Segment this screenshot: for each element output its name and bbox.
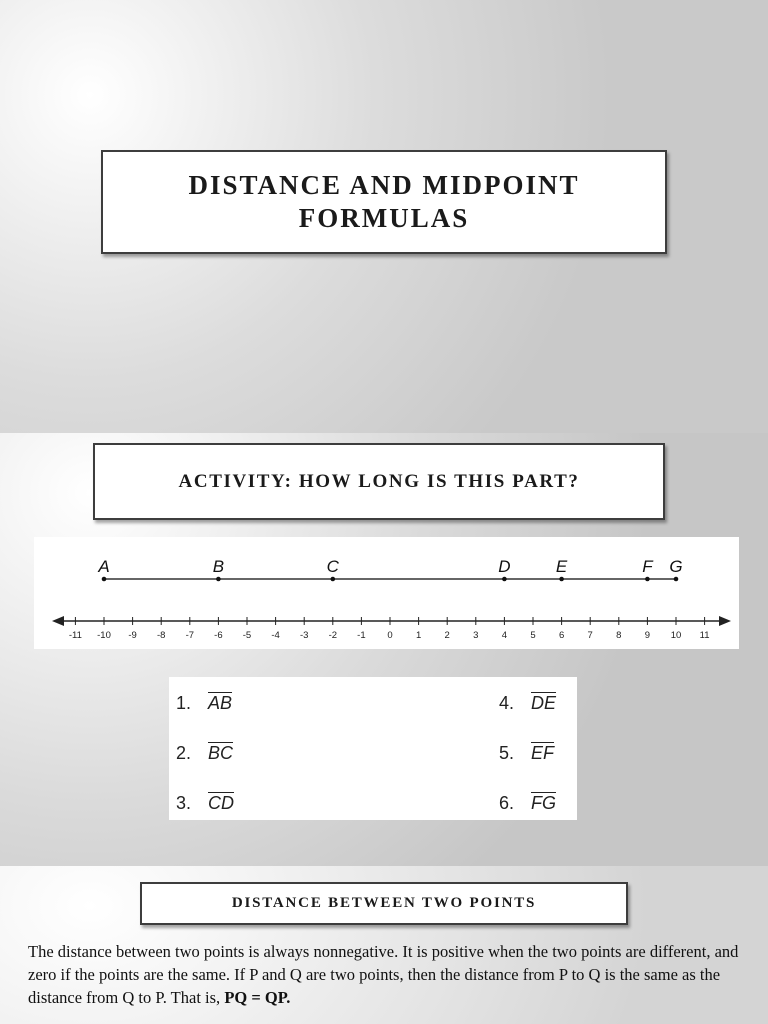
tick-label: -6	[214, 630, 223, 641]
tick-label: 5	[530, 630, 536, 641]
point-label: G	[669, 557, 683, 576]
number-line-figure	[34, 537, 739, 649]
definition-formula: PQ = QP.	[224, 988, 291, 1007]
tick-label: 3	[473, 630, 479, 641]
point-label: A	[98, 557, 110, 576]
question-item	[176, 793, 234, 814]
slide-title: DISTANCE AND MIDPOINT FORMULAS	[188, 170, 580, 233]
right-arrowhead	[719, 616, 731, 626]
segment-label: $\overline{FG}$	[531, 793, 556, 813]
definition-text: The distance between two points is always nonnegative. It is positive when the two points are different, and zero if the points are the same. If P and Q are two points, then the distance from P to Q is the same as the distance from Q to P. That is,	[28, 942, 739, 1007]
tick-label: 11	[699, 630, 710, 641]
tick-label: -9	[128, 630, 137, 641]
question-number: 6.	[499, 793, 515, 813]
question-item	[176, 693, 232, 714]
tick-label: -4	[271, 630, 280, 641]
question-item	[499, 743, 554, 764]
activity-title-box	[93, 443, 665, 520]
left-arrowhead	[52, 616, 64, 626]
tick-label: 1	[415, 630, 422, 641]
question-number: 3.	[176, 793, 192, 813]
definition-paragraph	[28, 940, 742, 1009]
tick-label: -1	[357, 630, 366, 641]
activity-slide	[0, 433, 768, 866]
point-marker	[502, 577, 507, 582]
point-marker	[102, 577, 107, 582]
tick-label: 4	[501, 630, 508, 641]
tick-label: 10	[670, 630, 682, 641]
tick-label: -3	[299, 630, 309, 641]
tick-label: 8	[616, 630, 622, 641]
tick-label: 2	[444, 630, 450, 641]
tick-label: 0	[387, 630, 393, 641]
tick-label: -11	[68, 630, 82, 641]
questions-figure	[169, 677, 577, 820]
segment-label: $\overline{AB}$	[208, 693, 233, 713]
tick-label: 7	[587, 630, 593, 641]
point-marker	[645, 577, 650, 582]
question-number: 4.	[499, 693, 515, 713]
point-marker	[331, 577, 336, 582]
number-line-svg	[34, 537, 739, 649]
question-item	[176, 743, 233, 764]
segment-label: $\overline{BC}$	[208, 743, 234, 763]
tick-label: -7	[185, 630, 195, 641]
section-title: DISTANCE BETWEEN TWO POINTS	[231, 895, 537, 911]
tick-label: -2	[328, 630, 338, 641]
segment-label: $\overline{EF}$	[531, 743, 555, 763]
tick-label: -10	[97, 630, 111, 641]
tick-label: 9	[644, 630, 651, 641]
point-label: E	[555, 557, 568, 576]
point-label: F	[642, 557, 653, 576]
point-label: C	[326, 557, 339, 576]
segment-label: $\overline{CD}$	[208, 793, 234, 813]
slide-title-box	[101, 150, 667, 254]
activity-title: ACTIVITY: HOW LONG IS THIS PART?	[178, 470, 580, 492]
question-item	[499, 693, 556, 714]
segment-label: $\overline{DE}$	[531, 693, 557, 713]
tick-label: 6	[558, 630, 565, 641]
point-marker	[674, 577, 679, 582]
distance-slide	[0, 866, 768, 1024]
question-item	[499, 793, 556, 814]
title-slide	[0, 0, 768, 433]
point-label: D	[498, 557, 511, 576]
point-label: B	[212, 557, 225, 576]
tick-label: -5	[242, 630, 252, 641]
point-marker	[216, 577, 221, 582]
tick-label: -8	[156, 630, 166, 641]
point-marker	[559, 577, 564, 582]
section-title-box	[140, 882, 628, 925]
question-number: 2.	[176, 743, 192, 763]
question-number: 1.	[176, 693, 192, 713]
question-number: 5.	[499, 743, 515, 763]
